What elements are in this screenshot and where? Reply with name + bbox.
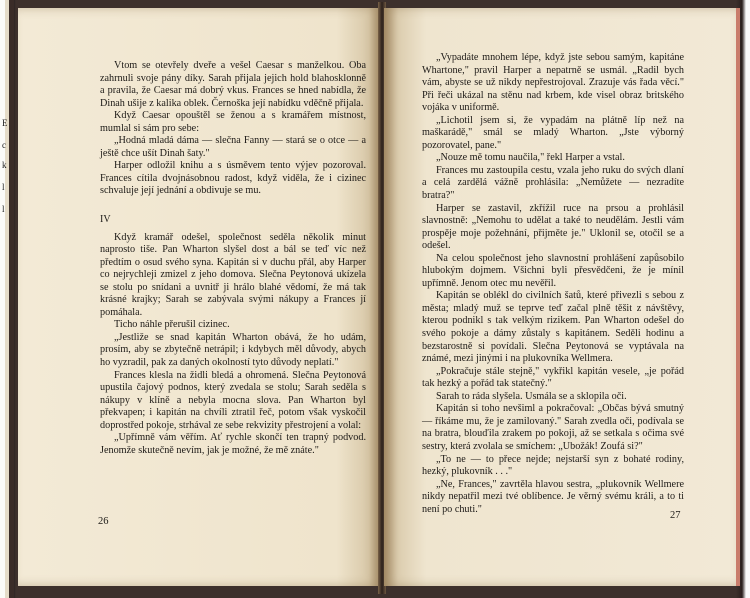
left-page-text bbox=[100, 60, 366, 457]
edge-letter: E bbox=[2, 118, 8, 128]
book-edge bbox=[736, 8, 740, 586]
paragraph: Kapitán si toho nevšiml a pokračoval: „Občas bývá smutný — říkáme mu, že je zamilovaný." Sarah zvedla oči, podívala se na bratra, blouďila zrakem po pokoji, až se setkala s očima své sestry, která zvolala se smíchem: „Ubožák! Zoufá si?" bbox=[422, 403, 684, 452]
paragraph: Harper odložil knihu a s úsměvem tento výjev pozoroval. Frances cítila dvojnásobnou radost, když viděla, že i cizinec schvaluje její jednání a obdivuje se mu. bbox=[100, 160, 366, 197]
paragraph: Když Caesar opouštěl se ženou a s kramářem místnost, mumlal si sám pro sebe: bbox=[100, 110, 366, 134]
edge-letter: l bbox=[2, 182, 5, 192]
paragraph: „Lichotil jsem si, že vypadám na plátně líp než na maškarádě," smál se mladý Wharton. „Jste výborný pozorovatel, pane." bbox=[422, 114, 684, 151]
paragraph: Sarah to ráda slyšela. Usmála se a sklopila oči. bbox=[436, 390, 627, 402]
paragraph: „Ne, Frances," zavrtěla hlavou sestra, „plukovník Wellmere nikdy nepatřil mezi tvé oblíbence. Je věrný svému králi, a to ti není po chuti." bbox=[422, 478, 684, 515]
paragraph: „Pokračuje stále stejně," vykřikl kapitán vesele, „je pořád tak hezký a pořád tak statečný." bbox=[422, 365, 684, 390]
paragraph: Frances klesla na židli bledá a ohromená. Slečna Peytonová upustila čajový podnos, který zvedala se stolu; Sarah seděla s nákupy v klíně a nebyla mocna slova. Pan Wharton byl překvapen; i kapitán na chvíli ztratil řeč, potom však vyskočil doprostřed pokoje, strhával ze sebe rekvizity přestrojení a volal: bbox=[100, 369, 366, 431]
paragraph: „Jestliže se snad kapitán Wharton obává, že ho udám, prosím, aby se zbytečně netrápil; i kdybych měl důvody, abych ho vyzradil, pak za daných okolností tyto důvody neplatí." bbox=[100, 331, 366, 369]
chapter-heading: IV bbox=[100, 214, 111, 226]
right-page bbox=[384, 8, 736, 586]
paragraph: Ticho náhle přerušil cizinec. bbox=[114, 319, 230, 331]
page-number: 27 bbox=[670, 510, 681, 521]
paragraph: Na celou společnost jeho slavnostní prohlášení zapůsobilo hlubokým dojmem. Všichni byli přesvědčeni, že je mínil upřímně. Jenom otec mu nevěřil. bbox=[422, 252, 684, 289]
right-page-text bbox=[422, 52, 684, 516]
edge-letter: l bbox=[2, 204, 5, 214]
edge-letter: k bbox=[2, 160, 7, 170]
paragraph: „Vypadáte mnohem lépe, když jste sebou samým, kapitáne Whartone," pravil Harper a nepatrně se usmál. „Radil bych vám, abyste se už nikdy nepřestrojoval. Zrazuje vás řada věcí." Při řeči ukázal na stěnu nad krbem, kde visel obraz britského vojáka v uniformě. bbox=[422, 52, 684, 114]
paragraph: Kapitán se oblékl do civilních šatů, které přivezli s sebou z města; mladý muž se teprve teď začal plně těšit z návštěvy, kterou podnikl s tak velkým rizikem. Pan Wharton odešel do svého pokoje a dámy zůstaly s kapitánem. Seděli hodinu a bezstarostně si povídali. Slečna Peytonová se vyptávala na známé, mezi jinými i na plukovníka Wellmera. bbox=[422, 290, 684, 365]
paragraph: „Nouze mě tomu naučila," řekl Harper a vstal. bbox=[436, 152, 625, 164]
page-number: 26 bbox=[98, 516, 109, 527]
paragraph: Harper se zastavil, zkřížil ruce na prsou a prohlásil slavnostně: „Nemohu to udělat a také to neudělám. Jestli vám prospěje moje požehnání, přijměte je." Uklonil se, otočil se a odešel. bbox=[422, 202, 684, 252]
paragraph: „To ne — to přece nejde; nejstarší syn z bohaté rodiny, hezký, plukovník . . ." bbox=[422, 453, 684, 478]
paragraph: „Hodná mladá dáma — slečna Fanny — stará se o otce — a ještě chce ušít Dinah šaty." bbox=[100, 135, 366, 159]
paragraph: Frances mu zastoupila cestu, vzala jeho ruku do svých dlaní a celá zardělá vážně prohlásila: „Nemůžete — nezradíte bratra?" bbox=[422, 164, 684, 202]
paragraph: Když kramář odešel, společnost seděla několik minut naprosto tiše. Pan Wharton slyšel dost a bál se teď víc než předtím o osud svého syna. Kapitán si v duchu přál, aby Harper co nejrychleji zmizel z jeho domova. Slečna Peytonová ukízela se stolu po snídani a uvnitř ji hrálo blahé vědomí, že má tak krásné krajky; Sarah se zabývala svými nákupy a Frances jí pomáhala. bbox=[100, 231, 366, 318]
paragraph: „Upřímně vám věřím. Ať rychle skončí ten trapný podvod. Jenomže skutečně nevím, jak je možné, že mě znáte." bbox=[100, 432, 366, 456]
left-page bbox=[18, 8, 380, 586]
edge-letter: c bbox=[2, 140, 6, 150]
adjacent-page-edge bbox=[0, 0, 14, 598]
paragraph: Vtom se otevřely dveře a vešel Caesar s manželkou. Oba zahrnuli svoje pány díky. Sarah přijala jejich hold blahosklonně a pravila, že Caesar má dobrý vkus. Frances se hned nabídla, že Dinah ušije z kalika oblek. Černoška její nabídku vděčně přijala. bbox=[100, 60, 366, 109]
